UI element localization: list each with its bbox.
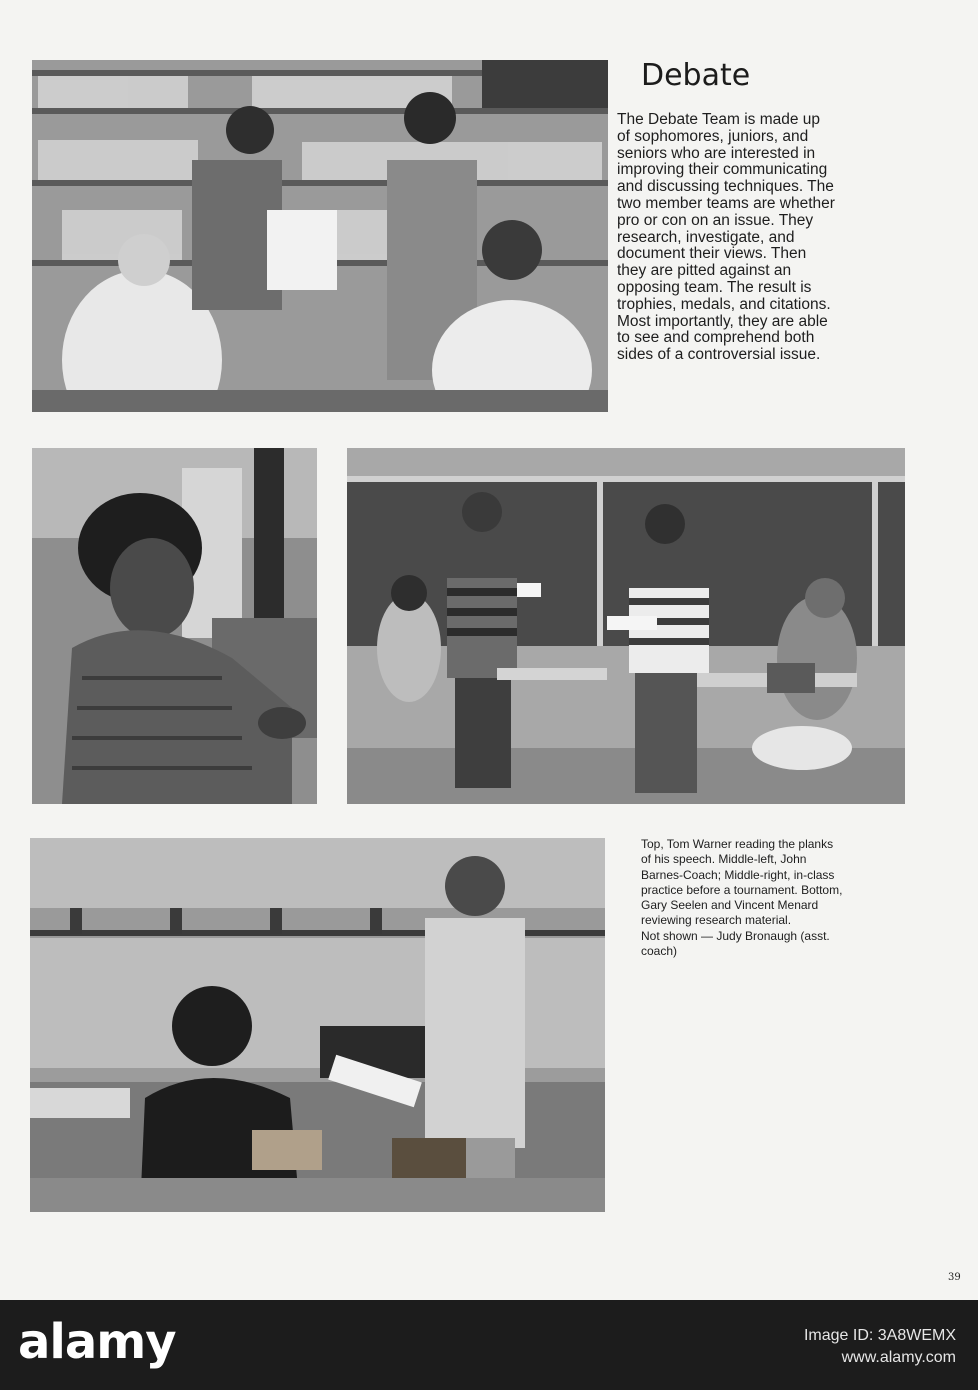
body-line: document their views. Then: [617, 245, 807, 263]
body-line: seniors who are interested in: [617, 144, 816, 162]
caption-line: Barnes-Coach; Middle-right, in-class: [641, 867, 835, 882]
body-line: improving their communicating: [617, 161, 828, 179]
body-line: of sophomores, juniors, and: [617, 127, 809, 145]
body-line: research, investigate, and: [617, 228, 795, 246]
body-line: to see and comprehend both: [617, 329, 815, 347]
caption-line: Top, Tom Warner reading the planks: [641, 837, 834, 851]
caption-line: practice before a tournament. Bottom,: [641, 882, 843, 897]
body-line: and discussing techniques. The: [617, 178, 834, 196]
photo-caption: [641, 837, 941, 959]
image-id: Image ID: 3A8WEMX: [803, 1327, 956, 1344]
photo-middle-left-coach: [32, 448, 317, 804]
article-title: Debate: [641, 58, 751, 93]
photo-bottom-research: [30, 838, 605, 1212]
article-body: [617, 112, 917, 364]
body-line: trophies, medals, and citations.: [617, 295, 831, 313]
body-line: opposing team. The result is: [617, 278, 812, 296]
caption-line: Gary Seelen and Vincent Menard: [641, 898, 819, 913]
photo-middle-left-illustration: [32, 448, 317, 804]
body-line: two member teams are whether: [617, 194, 835, 212]
body-line: Most importantly, they are able: [617, 312, 828, 330]
body-line: they are pitted against an: [617, 262, 792, 280]
caption-line: Not shown — Judy Bronaugh (asst.: [641, 928, 830, 943]
photo-top-library: [32, 60, 608, 412]
photo-middle-right-practice: [347, 448, 905, 804]
body-line: The Debate Team is made up: [617, 111, 821, 128]
site-url[interactable]: www.alamy.com: [841, 1349, 956, 1366]
page-number: 39: [948, 1272, 961, 1283]
photo-bottom-illustration: [30, 838, 605, 1212]
caption-line: coach): [641, 944, 678, 959]
body-line: pro or con on an issue. They: [617, 211, 814, 229]
caption-line: reviewing research material.: [641, 913, 792, 928]
photo-top-illustration: [32, 60, 608, 412]
caption-line: of his speech. Middle-left, John: [641, 852, 807, 867]
brand-logo[interactable]: alamy: [18, 1314, 176, 1370]
body-line: sides of a controversial issue.: [617, 346, 821, 364]
image-info: [804, 1325, 956, 1369]
photo-middle-right-illustration: [347, 448, 905, 804]
